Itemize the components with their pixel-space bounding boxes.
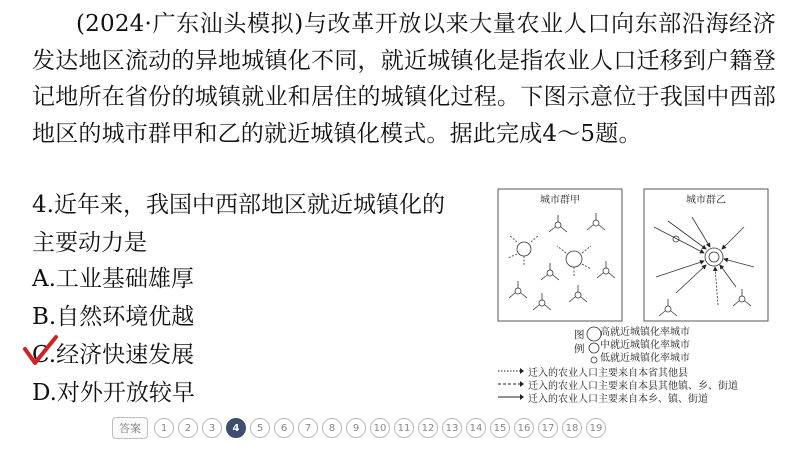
question-nav-3[interactable]: 3 [202,418,222,438]
panel-2-title: 城市群乙 [686,195,726,206]
question-nav-16[interactable]: 16 [514,418,534,438]
legend-item-mid: 中就近城镇化率城市 [600,340,690,351]
question-nav-18[interactable]: 18 [562,418,582,438]
legend-line-province: 迁入的农业人口主要来自本省其他县 [528,368,688,379]
question-4 [32,186,445,262]
question-nav-2[interactable]: 2 [178,418,198,438]
question-nav-13[interactable]: 13 [442,418,462,438]
legend-title: 图例 [574,329,585,355]
question-nav-1[interactable]: 1 [154,418,174,438]
panel-1-title: 城市群甲 [540,195,580,206]
question-nav-6[interactable]: 6 [274,418,294,438]
option-a[interactable]: A.工业基础雄厚 [32,266,194,292]
figure-legend [496,320,770,420]
question-nav-8[interactable]: 8 [322,418,342,438]
question-nav-14[interactable]: 14 [466,418,486,438]
legend-item-high: 高就近城镇化率城市 [600,327,690,338]
question-nav-17[interactable]: 17 [538,418,558,438]
question-nav-7[interactable]: 7 [298,418,318,438]
question-nav-4[interactable]: 4 [226,418,246,438]
legend-line-county: 迁入的农业人口主要来自本县其他镇、乡、街道 [528,381,738,392]
intro-paragraph: (2024·广东汕头模拟)与改革开放以来大量农业人口向东部沿海经济发达地区流动的异地城镇化不同，就近城镇化是指农业人口迁移到户籍登记地所在省份的城镇就业和居住的城镇化过程。下图示意位于我国中西部地区的城市群甲和乙的就近城镇化模式。据此完成4～5题。 [32,11,776,147]
question-nav-15[interactable]: 15 [490,418,510,438]
legend-line-icons [496,366,526,406]
option-c[interactable]: C.经济快速发展 [32,342,195,368]
answer-button[interactable]: 答案 [112,417,148,439]
legend-item-low: 低就近城镇化率城市 [600,353,690,364]
panel-1-frame [498,189,622,321]
question-line-2: 主要动力是 [32,230,147,256]
option-d[interactable]: D.对外开放较早 [32,380,195,406]
question-nav-10[interactable]: 10 [370,418,390,438]
question-nav-12[interactable]: 12 [418,418,438,438]
question-nav-9[interactable]: 9 [346,418,366,438]
check-mark-icon [22,334,60,368]
question-nav-19[interactable]: 19 [586,418,606,438]
option-b[interactable]: B.自然环境优越 [32,304,195,330]
legend-line-township: 迁入的农业人口主要来自本乡、镇、街道 [528,394,708,405]
question-line-1: 4.近年来，我国中西部地区就近城镇化的 [32,192,445,218]
question-nav-11[interactable]: 11 [394,418,414,438]
answer-navigation-bar [112,416,606,440]
question-nav-5[interactable]: 5 [250,418,270,438]
